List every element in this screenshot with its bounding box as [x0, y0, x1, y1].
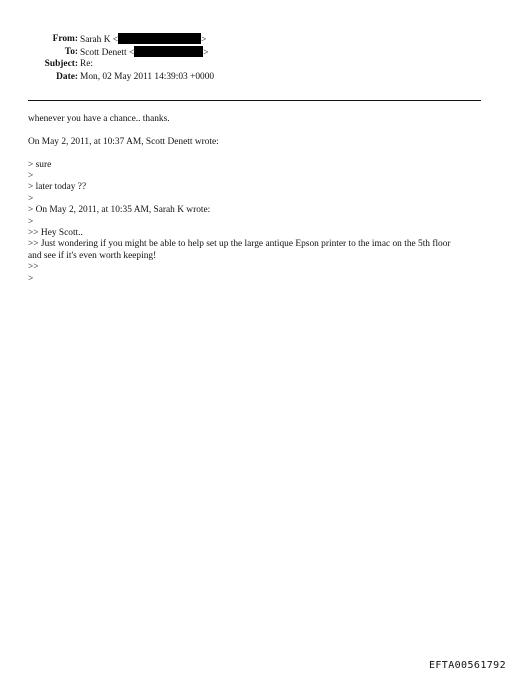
- body-line: >: [28, 273, 34, 284]
- body-line: >: [28, 216, 34, 227]
- to-close: >: [203, 47, 209, 58]
- body-line: >: [28, 171, 34, 181]
- body-line: > sure: [28, 159, 52, 170]
- body-line: >> Hey Scott..: [28, 228, 83, 239]
- body-line: whenever you have a chance.. thanks.: [28, 114, 170, 124]
- redaction-bar: [134, 46, 203, 57]
- from-row: [0, 33, 512, 46]
- subject-value: Re:: [80, 59, 94, 70]
- email-body: [28, 114, 488, 285]
- to-name: Scott Denett <: [80, 47, 135, 58]
- email-header: [0, 33, 512, 83]
- to-row: [0, 46, 512, 59]
- header-divider: [28, 100, 481, 101]
- document-id-stamp: EFTA00561792: [428, 660, 506, 671]
- body-line: > later today ??: [28, 182, 87, 193]
- from-name: Sarah K <: [80, 35, 119, 45]
- body-line: >: [28, 193, 34, 204]
- body-line: On May 2, 2011, at 10:37 AM, Scott Denett wrote:: [28, 136, 219, 147]
- subject-label: Subject:: [44, 59, 78, 70]
- date-value: Mon, 02 May 2011 14:39:03 +0000: [80, 71, 215, 82]
- date-label: Date:: [56, 71, 78, 82]
- subject-row: [0, 58, 512, 71]
- from-label: From:: [52, 34, 78, 44]
- from-close: >: [201, 35, 207, 45]
- redaction-bar: [118, 33, 201, 44]
- body-line: [28, 148, 488, 159]
- to-label: To:: [64, 46, 78, 57]
- body-line: > On May 2, 2011, at 10:35 AM, Sarah K wrote:: [28, 205, 211, 216]
- body-line: >> Just wondering if you might be able to help set up the large antique Epson printer to the imac on the 5th floor: [28, 239, 451, 250]
- body-line: and see if it's even worth keeping!: [28, 250, 157, 261]
- body-line: [28, 125, 488, 136]
- body-line: >>: [28, 262, 39, 273]
- date-row: [0, 71, 512, 84]
